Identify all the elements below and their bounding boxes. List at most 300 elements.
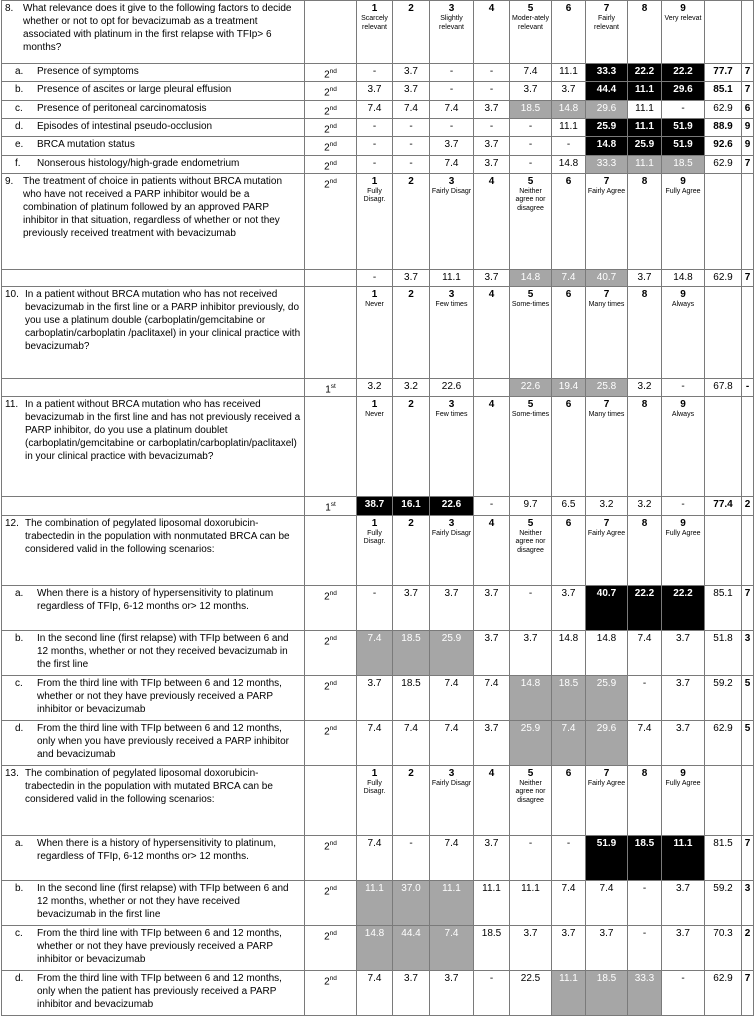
response-value-cell: 38.7 <box>357 497 393 515</box>
response-value-cell: 3.7 <box>474 155 510 173</box>
scale-point-number: 2 <box>408 175 414 187</box>
median-cell: 3 <box>742 630 754 675</box>
scale-point-label: Fairly Disagr <box>431 187 472 195</box>
response-value-cell: 14.8 <box>552 630 586 675</box>
response-value-cell: 14.8 <box>662 269 705 286</box>
scale-point-label: Neither agree nor disagree <box>515 779 546 804</box>
treatment-line-number: 2 <box>324 975 330 987</box>
treatment-line-cell <box>305 720 357 765</box>
response-value-cell: - <box>510 835 552 880</box>
response-value-cell: 3.7 <box>393 82 430 100</box>
response-value-cell: 7.4 <box>393 720 430 765</box>
scale-header-cell <box>510 173 552 269</box>
treatment-line-cell <box>305 118 357 136</box>
scale-point-label: Scarcely relevant <box>361 15 388 31</box>
item-text-cell <box>2 269 305 286</box>
response-value-cell: 18.5 <box>393 630 430 675</box>
response-value-cell: 22.2 <box>662 64 705 82</box>
item-text: Episodes of intestinal pseudo-occlusion <box>37 120 213 132</box>
scale-point-number: 5 <box>527 517 534 529</box>
median-empty-cell <box>742 397 754 497</box>
response-value-cell: 3.2 <box>628 378 662 396</box>
item-text: From the third line with TFIp between 6 and 12 months, only when the patient has previously received a PARP inhibitor and bevacizumab <box>37 972 282 1010</box>
response-value-cell: - <box>393 137 430 155</box>
scale-point-number: 5 <box>527 3 534 14</box>
item-row <box>2 720 754 765</box>
median-cell: 7 <box>742 970 754 1015</box>
scale-header-cell <box>662 515 705 585</box>
response-value-cell: 16.1 <box>393 497 430 515</box>
treatment-line-suffix: nd <box>329 839 337 847</box>
response-value-cell: 3.7 <box>552 925 586 970</box>
response-value-cell: 14.8 <box>552 155 586 173</box>
treatment-line-number: 2 <box>324 930 330 942</box>
response-value-cell: 11.1 <box>662 835 705 880</box>
scale-point-label: Fairly Disagr <box>431 529 472 537</box>
median-cell: 9 <box>742 137 754 155</box>
response-value-cell: 3.7 <box>474 100 510 118</box>
response-value-cell: 3.7 <box>430 585 474 630</box>
item-text: In the second line (first relapse) with TFIp between 6 and 12 months, whether or not they have received bevacizumab in the first line <box>37 882 289 920</box>
scale-header-cell <box>474 765 510 835</box>
response-value-cell: 33.3 <box>586 64 628 82</box>
response-value-cell: 14.8 <box>586 137 628 155</box>
item-text: Nonserous histology/high-grade endometrium <box>37 157 240 169</box>
treatment-line-cell <box>305 585 357 630</box>
scale-header-cell <box>586 397 628 497</box>
treatment-line-suffix: nd <box>329 104 337 112</box>
scale-header-cell <box>586 173 628 269</box>
scale-point-label: Fully Agree <box>665 779 701 787</box>
item-row <box>2 155 754 173</box>
question-text-cell <box>2 286 305 378</box>
scale-point-number: 4 <box>488 399 495 411</box>
response-value-cell: 3.7 <box>430 970 474 1015</box>
agreement-percent-cell: 85.1 <box>705 585 742 630</box>
agreement-percent-cell: 81.5 <box>705 835 742 880</box>
scale-point-label: Fairly Agree <box>587 187 626 195</box>
treatment-line-suffix: nd <box>329 679 337 687</box>
response-value-cell: - <box>474 82 510 100</box>
response-value-cell: 14.8 <box>510 675 552 720</box>
response-value-cell: 11.1 <box>510 880 552 925</box>
response-value-cell: 25.8 <box>586 378 628 396</box>
response-value-cell: 40.7 <box>586 269 628 286</box>
scale-point-number: 3 <box>448 517 455 529</box>
response-value-cell: - <box>474 970 510 1015</box>
scale-header-cell <box>510 765 552 835</box>
response-value-cell: 7.4 <box>628 630 662 675</box>
response-value-cell: - <box>662 100 705 118</box>
agreement-percent-cell: 59.2 <box>705 880 742 925</box>
response-value-cell: 7.4 <box>586 880 628 925</box>
agreement-percent-cell: 51.8 <box>705 630 742 675</box>
scale-point-number: 8 <box>641 399 648 411</box>
item-row <box>2 675 754 720</box>
median-cell: 7 <box>742 155 754 173</box>
scale-point-number: 6 <box>565 517 572 529</box>
scale-point-number: 1 <box>371 767 378 779</box>
agreement-percent-cell: 62.9 <box>705 720 742 765</box>
agreement-percent-cell: 62.9 <box>705 100 742 118</box>
response-value-cell: 7.4 <box>357 835 393 880</box>
response-value-cell: 11.1 <box>552 64 586 82</box>
scale-point-label: Always <box>671 300 695 308</box>
item-text-cell <box>2 970 305 1015</box>
scale-header-cell <box>474 173 510 269</box>
scale-point-number: 8 <box>641 517 648 529</box>
item-row <box>2 585 754 630</box>
response-value-cell: 14.8 <box>552 100 586 118</box>
treatment-line-number: 2 <box>324 680 330 692</box>
response-value-cell: 33.3 <box>628 970 662 1015</box>
treatment-line-number: 2 <box>324 725 330 737</box>
response-value-cell: 18.5 <box>586 970 628 1015</box>
response-value-cell: 25.9 <box>586 675 628 720</box>
response-value-cell: 3.7 <box>662 880 705 925</box>
response-value-cell: 3.7 <box>474 269 510 286</box>
response-value-cell: 7.4 <box>357 100 393 118</box>
scale-header-cell <box>510 1 552 64</box>
scale-point-number: 2 <box>408 517 414 529</box>
scale-point-label: Fully Disagr. <box>363 779 386 796</box>
scale-point-label: Some-times <box>511 411 550 419</box>
item-letter: e. <box>15 139 24 151</box>
treatment-line-cell <box>305 378 357 396</box>
scale-header-cell <box>430 1 474 64</box>
scale-point-number: 2 <box>408 3 414 14</box>
treatment-line-number: 2 <box>324 840 330 852</box>
response-value-cell: 7.4 <box>474 675 510 720</box>
scale-point-label: Few times <box>435 411 468 419</box>
response-value-cell: 18.5 <box>474 925 510 970</box>
scale-point-label: Few times <box>435 300 468 308</box>
scale-point-number: 1 <box>371 517 378 529</box>
median-cell: 7 <box>742 585 754 630</box>
response-value-cell: 3.7 <box>393 970 430 1015</box>
response-value-cell: 11.1 <box>552 970 586 1015</box>
scale-header-cell <box>430 397 474 497</box>
response-value-cell: - <box>510 155 552 173</box>
scale-point-label: Fully Disagr. <box>363 529 386 546</box>
treatment-line-number: 2 <box>324 635 330 647</box>
treatment-line-cell <box>305 675 357 720</box>
response-value-cell: 14.8 <box>510 269 552 286</box>
response-value-cell: - <box>662 378 705 396</box>
agreement-empty-cell <box>705 286 742 378</box>
scale-header-cell <box>586 765 628 835</box>
question-number: 8. <box>5 3 14 14</box>
question-number: 12. <box>5 517 19 529</box>
scale-header-cell <box>357 1 393 64</box>
response-value-cell: 3.7 <box>662 675 705 720</box>
scale-header-cell <box>430 515 474 585</box>
item-row <box>2 630 754 675</box>
question-text-cell <box>2 515 305 585</box>
response-value-cell: 3.7 <box>628 269 662 286</box>
scale-point-number: 3 <box>448 3 455 14</box>
scale-header-cell <box>393 286 430 378</box>
scale-point-number: 2 <box>408 767 414 779</box>
response-value-cell: 7.4 <box>430 675 474 720</box>
item-row <box>2 378 754 396</box>
median-cell: 2 <box>742 497 754 515</box>
response-value-cell: 7.4 <box>430 155 474 173</box>
scale-point-number: 3 <box>448 399 455 411</box>
scale-point-label: Fully Agree <box>665 187 701 195</box>
scale-header-cell <box>510 397 552 497</box>
scale-header-cell <box>393 515 430 585</box>
response-value-cell: 3.7 <box>474 835 510 880</box>
response-value-cell: 11.1 <box>474 880 510 925</box>
treatment-line-cell <box>305 970 357 1015</box>
item-text-cell <box>2 835 305 880</box>
response-value-cell: - <box>510 585 552 630</box>
question-row <box>2 286 754 378</box>
scale-point-label: Never <box>365 300 384 308</box>
treatment-line-cell <box>305 497 357 515</box>
treatment-line-cell <box>305 835 357 880</box>
response-value-cell: 22.6 <box>430 497 474 515</box>
treatment-line-number: 2 <box>324 590 330 602</box>
response-value-cell: - <box>628 675 662 720</box>
scale-point-number: 1 <box>371 399 378 411</box>
scale-point-number: 9 <box>680 399 686 411</box>
item-letter: d. <box>15 722 24 734</box>
scale-point-label: Many times <box>588 300 625 308</box>
scale-point-number: 6 <box>565 399 572 411</box>
scale-point-label: Always <box>671 411 695 419</box>
response-value-cell: 11.1 <box>430 880 474 925</box>
item-text-cell <box>2 880 305 925</box>
scale-header-cell <box>474 515 510 585</box>
scale-point-label: Fully Agree <box>665 529 701 537</box>
item-letter: b. <box>15 632 24 644</box>
item-letter: f. <box>15 157 21 169</box>
item-row <box>2 137 754 155</box>
scale-header-cell <box>393 1 430 64</box>
question-text-cell <box>2 765 305 835</box>
item-text-cell <box>2 155 305 173</box>
scale-point-number: 5 <box>527 767 534 779</box>
response-value-cell: - <box>628 925 662 970</box>
treatment-line-cell <box>305 137 357 155</box>
median-empty-cell <box>742 515 754 585</box>
scale-point-number: 1 <box>371 288 378 300</box>
scale-header-cell <box>430 173 474 269</box>
treatment-line-suffix: nd <box>329 68 337 75</box>
item-text: From the third line with TFIp between 6 and 12 months, only when you have previously received a PARP inhibitor and bevacizumab <box>37 722 289 760</box>
response-value-cell: - <box>662 497 705 515</box>
scale-header-cell <box>393 173 430 269</box>
scale-point-number: 1 <box>371 3 378 14</box>
item-row <box>2 82 754 100</box>
response-value-cell: 22.2 <box>662 585 705 630</box>
scale-point-number: 2 <box>408 399 414 411</box>
scale-header-cell <box>474 1 510 64</box>
response-value-cell: 7.4 <box>552 720 586 765</box>
item-row <box>2 970 754 1015</box>
response-value-cell: - <box>357 155 393 173</box>
item-letter: d. <box>15 972 24 984</box>
response-value-cell: 7.4 <box>552 269 586 286</box>
agreement-empty-cell <box>705 765 742 835</box>
scale-point-number: 4 <box>488 517 495 529</box>
treatment-line-cell <box>305 173 357 269</box>
scale-point-number: 6 <box>565 3 572 14</box>
response-value-cell: 3.2 <box>357 378 393 396</box>
response-value-cell: 7.4 <box>357 970 393 1015</box>
question-text: The treatment of choice in patients without BRCA mutation who have not received a PARP inhibitor would be a combination of platinum followed by an approved PARP inhibitor in that situation, regardless of whether or not they previously received treatment with bevacizumab <box>23 175 283 239</box>
treatment-line-number: 1 <box>325 384 331 396</box>
response-value-cell: 3.7 <box>662 925 705 970</box>
scale-point-label: Fairly Disagr <box>431 779 472 787</box>
response-value-cell: - <box>430 82 474 100</box>
scale-header-cell <box>357 286 393 378</box>
response-value-cell: 3.7 <box>474 630 510 675</box>
scale-point-number: 4 <box>488 767 495 779</box>
treatment-line-number: 2 <box>324 179 330 191</box>
scale-point-number: 7 <box>603 3 610 14</box>
scale-point-label: Slightly relevant <box>439 15 464 31</box>
scale-header-cell <box>662 765 705 835</box>
scale-point-label: Fairly Agree <box>587 529 626 537</box>
scale-point-number: 9 <box>680 767 686 779</box>
item-text-cell <box>2 137 305 155</box>
response-value-cell: 3.7 <box>510 630 552 675</box>
agreement-percent-cell: 77.7 <box>705 64 742 82</box>
question-text: The combination of pegylated liposomal doxorubicin-trabectedin in the population with mutated BRCA can be considered valid in the following scenarios: <box>25 767 273 805</box>
item-text: Presence of peritoneal carcinomatosis <box>37 102 207 114</box>
response-value-cell: - <box>552 835 586 880</box>
median-empty-cell <box>742 286 754 378</box>
scale-header-cell <box>357 397 393 497</box>
response-value-cell: - <box>474 118 510 136</box>
response-value-cell: - <box>474 497 510 515</box>
item-text-cell <box>2 675 305 720</box>
response-value-cell: - <box>430 118 474 136</box>
response-value-cell: 3.7 <box>510 925 552 970</box>
treatment-line-cell <box>305 64 357 82</box>
median-cell: 5 <box>742 720 754 765</box>
question-number: 9. <box>5 175 14 187</box>
item-text-cell <box>2 118 305 136</box>
response-value-cell: 3.2 <box>393 378 430 396</box>
scale-point-number: 3 <box>448 767 455 779</box>
response-value-cell: 3.7 <box>393 64 430 82</box>
response-value-cell: 18.5 <box>662 155 705 173</box>
item-letter: b. <box>15 84 24 96</box>
scale-header-cell <box>628 397 662 497</box>
response-value-cell: 25.9 <box>586 118 628 136</box>
scale-point-number: 8 <box>641 767 648 779</box>
item-row <box>2 497 754 515</box>
scale-header-cell <box>393 765 430 835</box>
scale-header-cell <box>662 397 705 497</box>
item-row <box>2 118 754 136</box>
median-cell: 3 <box>742 880 754 925</box>
response-value-cell: 11.1 <box>357 880 393 925</box>
median-cell: - <box>742 378 754 396</box>
response-value-cell: - <box>510 118 552 136</box>
response-value-cell: 7.4 <box>430 720 474 765</box>
response-value-cell: 3.7 <box>357 82 393 100</box>
response-value-cell: 11.1 <box>628 155 662 173</box>
treatment-line-suffix: nd <box>329 86 337 94</box>
median-cell: 7 <box>742 82 754 100</box>
median-empty-cell <box>742 173 754 269</box>
scale-header-cell <box>552 515 586 585</box>
scale-header-cell <box>628 765 662 835</box>
question-text: What relevance does it give to the following factors to decide whether or not to opt for bevacizumab as a treatment associated with platinum in the first relapse with TFIp> 6 months? <box>23 3 292 53</box>
question-text: In a patient without BRCA mutation who has received bevacizumab in the first line and has not previously received a PARP inhibitor, do you use a platinum doublet (carboplatin/gemcitabine or carboplatin/carboplatin/paclitaxel) in your clinical practice with bevacizumab? <box>25 399 301 463</box>
treatment-line-suffix: nd <box>329 724 337 732</box>
median-cell: 7 <box>742 64 754 82</box>
scale-header-cell <box>586 515 628 585</box>
response-value-cell: 18.5 <box>628 835 662 880</box>
item-text-cell <box>2 497 305 515</box>
question-text-cell <box>2 1 305 64</box>
response-value-cell: 40.7 <box>586 585 628 630</box>
treatment-line-number: 2 <box>324 124 330 136</box>
item-row <box>2 100 754 118</box>
scale-header-cell <box>552 765 586 835</box>
item-text: Presence of symptoms <box>37 66 139 77</box>
treatment-line-cell <box>305 925 357 970</box>
response-value-cell: 18.5 <box>510 100 552 118</box>
item-text-cell <box>2 925 305 970</box>
agreement-empty-cell <box>705 397 742 497</box>
treatment-line-suffix: st <box>330 501 336 509</box>
response-value-cell: 11.1 <box>552 118 586 136</box>
question-number: 10. <box>5 288 19 300</box>
scale-point-label: Fairly relevant <box>594 15 619 31</box>
scale-header-cell <box>393 397 430 497</box>
scale-header-cell <box>510 515 552 585</box>
item-row <box>2 880 754 925</box>
treatment-line-cell <box>305 100 357 118</box>
consensus-results-table <box>1 0 754 1016</box>
scale-header-cell <box>357 765 393 835</box>
question-row <box>2 1 754 64</box>
median-cell: 5 <box>742 675 754 720</box>
scale-header-cell <box>474 286 510 378</box>
treatment-line-cell <box>305 765 357 835</box>
response-value-cell: 3.7 <box>510 82 552 100</box>
scale-header-cell <box>552 397 586 497</box>
agreement-empty-cell <box>705 173 742 269</box>
item-text: Presence of ascites or large pleural effusion <box>37 84 232 96</box>
median-cell: 7 <box>742 835 754 880</box>
response-value-cell: 51.9 <box>662 137 705 155</box>
item-text: When there is a history of hypersensitivity to platinum, regardless of TFIp, 6-12 months or> 12 months. <box>37 837 276 862</box>
scale-point-number: 2 <box>408 288 414 300</box>
item-text-cell <box>2 585 305 630</box>
response-value-cell: 3.7 <box>357 675 393 720</box>
item-text-cell <box>2 378 305 396</box>
response-value-cell: 7.4 <box>430 835 474 880</box>
response-value-cell: 37.0 <box>393 880 430 925</box>
response-value-cell: 22.5 <box>510 970 552 1015</box>
agreement-percent-cell: 62.9 <box>705 155 742 173</box>
item-letter: c. <box>15 102 23 114</box>
response-value-cell: - <box>474 64 510 82</box>
response-value-cell: 33.3 <box>586 155 628 173</box>
response-value-cell: - <box>393 835 430 880</box>
question-number: 13. <box>5 767 19 779</box>
treatment-line-number: 2 <box>324 69 330 81</box>
response-value-cell: 3.2 <box>586 497 628 515</box>
